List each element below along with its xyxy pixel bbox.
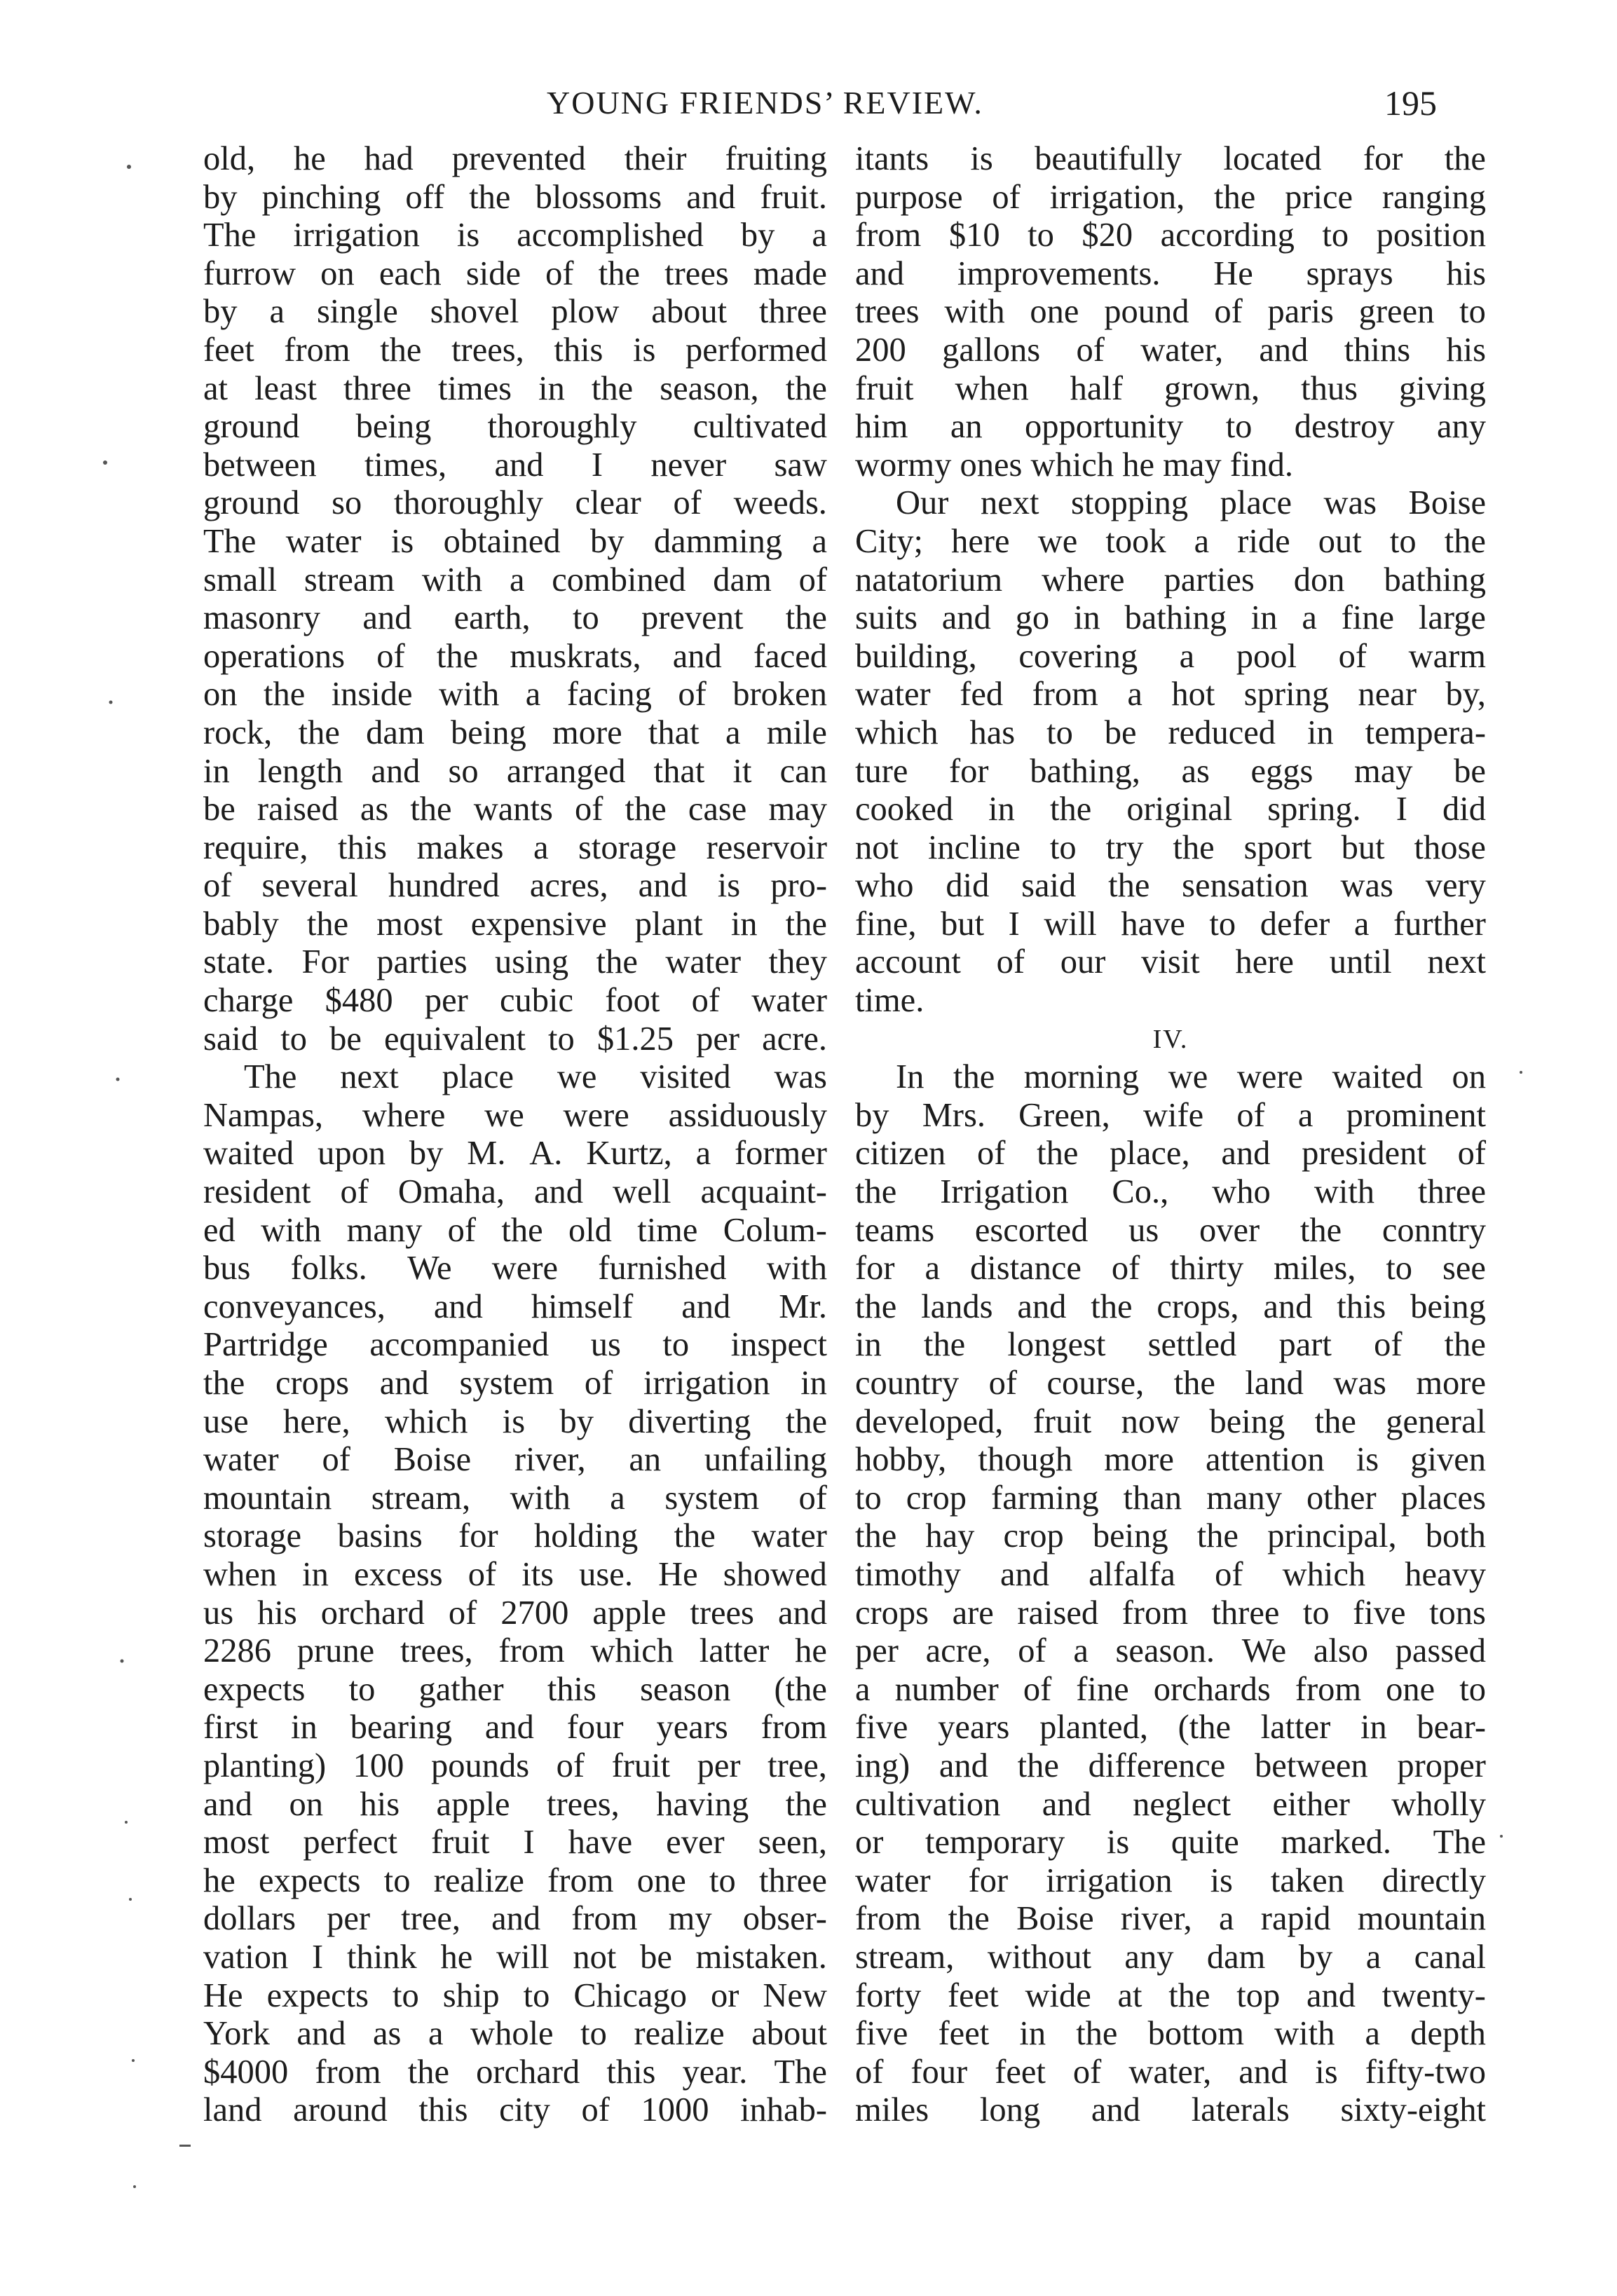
running-header — [0, 78, 1617, 128]
text-line: operations of the muskrats, and faced — [203, 637, 827, 675]
text-line: masonry and earth, to prevent the — [203, 599, 827, 637]
text-line: Partridge accompanied us to inspect — [203, 1326, 827, 1364]
text-line: fine, but I will have to defer a further — [855, 905, 1486, 943]
text-line: ground being thoroughly cultivated — [203, 408, 827, 446]
text-line: miles long and laterals sixty-eight — [855, 2091, 1486, 2129]
text-line: ing) and the difference between proper — [855, 1747, 1486, 1784]
text-line: charge $480 per cubic foot of water — [203, 982, 827, 1020]
text-line: timothy and alfalfa of which heavy — [855, 1555, 1486, 1593]
left-column — [203, 140, 827, 2130]
text-line: fruit when half grown, thus giving — [855, 369, 1486, 407]
text-line: The next place we visited was — [244, 1058, 827, 1096]
text-line: first in bearing and four years from — [203, 1709, 827, 1747]
text-line: the lands and the crops, and this being — [855, 1287, 1486, 1325]
text-line: In the morning we were waited on — [896, 1058, 1486, 1096]
text-line: dollars per tree, and from my obser- — [203, 1900, 827, 1938]
text-line: he expects to realize from one to three — [203, 1861, 827, 1899]
text-line: cultivation and neglect either wholly — [855, 1785, 1486, 1823]
text-line: cooked in the original spring. I did — [855, 791, 1486, 828]
text-line: require, this makes a storage reservoir — [203, 828, 827, 866]
text-line: use here, which is by diverting the — [203, 1402, 827, 1440]
text-line: He expects to ship to Chicago or New — [203, 1976, 827, 2014]
text-line: and improvements. He sprays his — [855, 254, 1486, 292]
text-line: wormy ones which he may find. — [855, 446, 1293, 484]
text-line: on the inside with a facing of broken — [203, 676, 827, 713]
text-line: who did said the sensation was very — [855, 867, 1486, 905]
text-line: itants is beautifully located for the — [855, 140, 1486, 177]
text-line: from $10 to $20 according to position — [855, 217, 1486, 254]
text-line: said to be equivalent to $1.25 per acre. — [203, 1020, 827, 1058]
text-line: York and as a whole to realize about — [203, 2015, 827, 2053]
text-line: in the longest settled part of the — [855, 1326, 1486, 1364]
text-line: City; here we took a ride out to the — [855, 522, 1486, 560]
text-line: of four feet of water, and is fifty-two — [855, 2053, 1486, 2091]
text-line: him an opportunity to destroy any — [855, 408, 1486, 446]
text-line: the crops and system of irrigation in — [203, 1365, 827, 1402]
text-line: Nampas, where we were assiduously — [203, 1096, 827, 1134]
text-line: account of our visit here until next — [855, 943, 1486, 981]
text-line: five feet in the bottom with a depth — [855, 2015, 1486, 2053]
text-line: developed, fruit now being the general — [855, 1402, 1486, 1440]
text-line: purpose of irrigation, the price ranging — [855, 178, 1486, 216]
text-line: and on his apple trees, having the — [203, 1785, 827, 1823]
text-line: vation I think he will not be mistaken. — [203, 1938, 827, 1976]
text-line: water fed from a hot spring near by, — [855, 676, 1486, 713]
text-line: us his orchard of 2700 apple trees and — [203, 1594, 827, 1632]
text-line: forty feet wide at the top and twenty- — [855, 1976, 1486, 2014]
text-line: in length and so arranged that it can — [203, 752, 827, 790]
text-line: by a single shovel plow about three — [203, 293, 827, 331]
text-line: trees with one pound of paris green to — [855, 293, 1486, 331]
text-line: be raised as the wants of the case may — [203, 791, 827, 828]
text-line: not incline to try the sport but those — [855, 828, 1486, 866]
text-line: small stream with a combined dam of — [203, 561, 827, 599]
text-line: between times, and I never saw — [203, 446, 827, 484]
text-line: natatorium where parties don bathing — [855, 561, 1486, 599]
text-line: per acre, of a season. We also passed — [855, 1632, 1486, 1670]
text-line: hobby, though more attention is given — [855, 1441, 1486, 1479]
text-line: country of course, the land was more — [855, 1365, 1486, 1402]
text-line: by Mrs. Green, wife of a prominent — [855, 1096, 1486, 1134]
text-line: ground so thoroughly clear of weeds. — [203, 484, 827, 522]
text-line: water of Boise river, an unfailing — [203, 1441, 827, 1479]
text-line: feet from the trees, this is performed — [203, 331, 827, 369]
text-line: suits and go in bathing in a fine large — [855, 599, 1486, 637]
text-line: rock, the dam being more that a mile — [203, 713, 827, 751]
text-line: citizen of the place, and president of — [855, 1135, 1486, 1173]
text-line: time. — [855, 982, 925, 1020]
text-line: stream, without any dam by a canal — [855, 1938, 1486, 1976]
text-line: building, covering a pool of warm — [855, 637, 1486, 675]
section-heading: IV. — [1152, 1024, 1189, 1054]
text-line: which has to be reduced in tempera- — [855, 713, 1486, 751]
text-line: teams escorted us over the conntry — [855, 1211, 1486, 1249]
text-line: land around this city of 1000 inhab- — [203, 2091, 827, 2129]
text-line: at least three times in the season, the — [203, 369, 827, 407]
text-line: waited upon by M. A. Kurtz, a former — [203, 1135, 827, 1173]
text-line: from the Boise river, a rapid mountain — [855, 1900, 1486, 1938]
text-line: ed with many of the old time Colum- — [203, 1211, 827, 1249]
text-line: the Irrigation Co., who with three — [855, 1173, 1486, 1211]
text-line: bably the most expensive plant in the — [203, 905, 827, 943]
text-line: furrow on each side of the trees made — [203, 254, 827, 292]
text-line: ture for bathing, as eggs may be — [855, 752, 1486, 790]
text-line: planting) 100 pounds of fruit per tree, — [203, 1747, 827, 1784]
text-line: a number of fine orchards from one to — [855, 1670, 1486, 1708]
text-line: 200 gallons of water, and thins his — [855, 331, 1486, 369]
text-line: bus folks. We were furnished with — [203, 1250, 827, 1287]
text-line: for a distance of thirty miles, to see — [855, 1250, 1486, 1287]
text-line: storage basins for holding the water — [203, 1517, 827, 1555]
text-line: expects to gather this season (the — [203, 1670, 827, 1708]
text-line: 2286 prune trees, from which latter he — [203, 1632, 827, 1670]
text-line: when in excess of its use. He showed — [203, 1555, 827, 1593]
text-line: Our next stopping place was Boise — [896, 484, 1486, 522]
text-line: resident of Omaha, and well acquaint- — [203, 1173, 827, 1211]
text-line: mountain stream, with a system of — [203, 1479, 827, 1517]
text-line: crops are raised from three to five tons — [855, 1594, 1486, 1632]
text-line: by pinching off the blossoms and fruit. — [203, 178, 827, 216]
text-line: The irrigation is accomplished by a — [203, 217, 827, 254]
text-line: the hay crop being the principal, both — [855, 1517, 1486, 1555]
text-line: state. For parties using the water they — [203, 943, 827, 981]
text-line: five years planted, (the latter in bear- — [855, 1709, 1486, 1747]
text-line: The water is obtained by damming a — [203, 522, 827, 560]
text-line: most perfect fruit I have ever seen, — [203, 1824, 827, 1861]
text-line: to crop farming than many other places — [855, 1479, 1486, 1517]
text-line: water for irrigation is taken directly — [855, 1861, 1486, 1899]
journal-title: YOUNG FRIENDS’ REVIEW. — [547, 85, 983, 121]
page-number: 195 — [1384, 83, 1437, 123]
text-line: conveyances, and himself and Mr. — [203, 1287, 827, 1325]
right-column — [855, 140, 1486, 2130]
text-line: of several hundred acres, and is pro- — [203, 867, 827, 905]
text-line: or temporary is quite marked. The — [855, 1824, 1486, 1861]
text-line: old, he had prevented their fruiting — [203, 140, 827, 177]
text-line: $4000 from the orchard this year. The — [203, 2053, 827, 2091]
